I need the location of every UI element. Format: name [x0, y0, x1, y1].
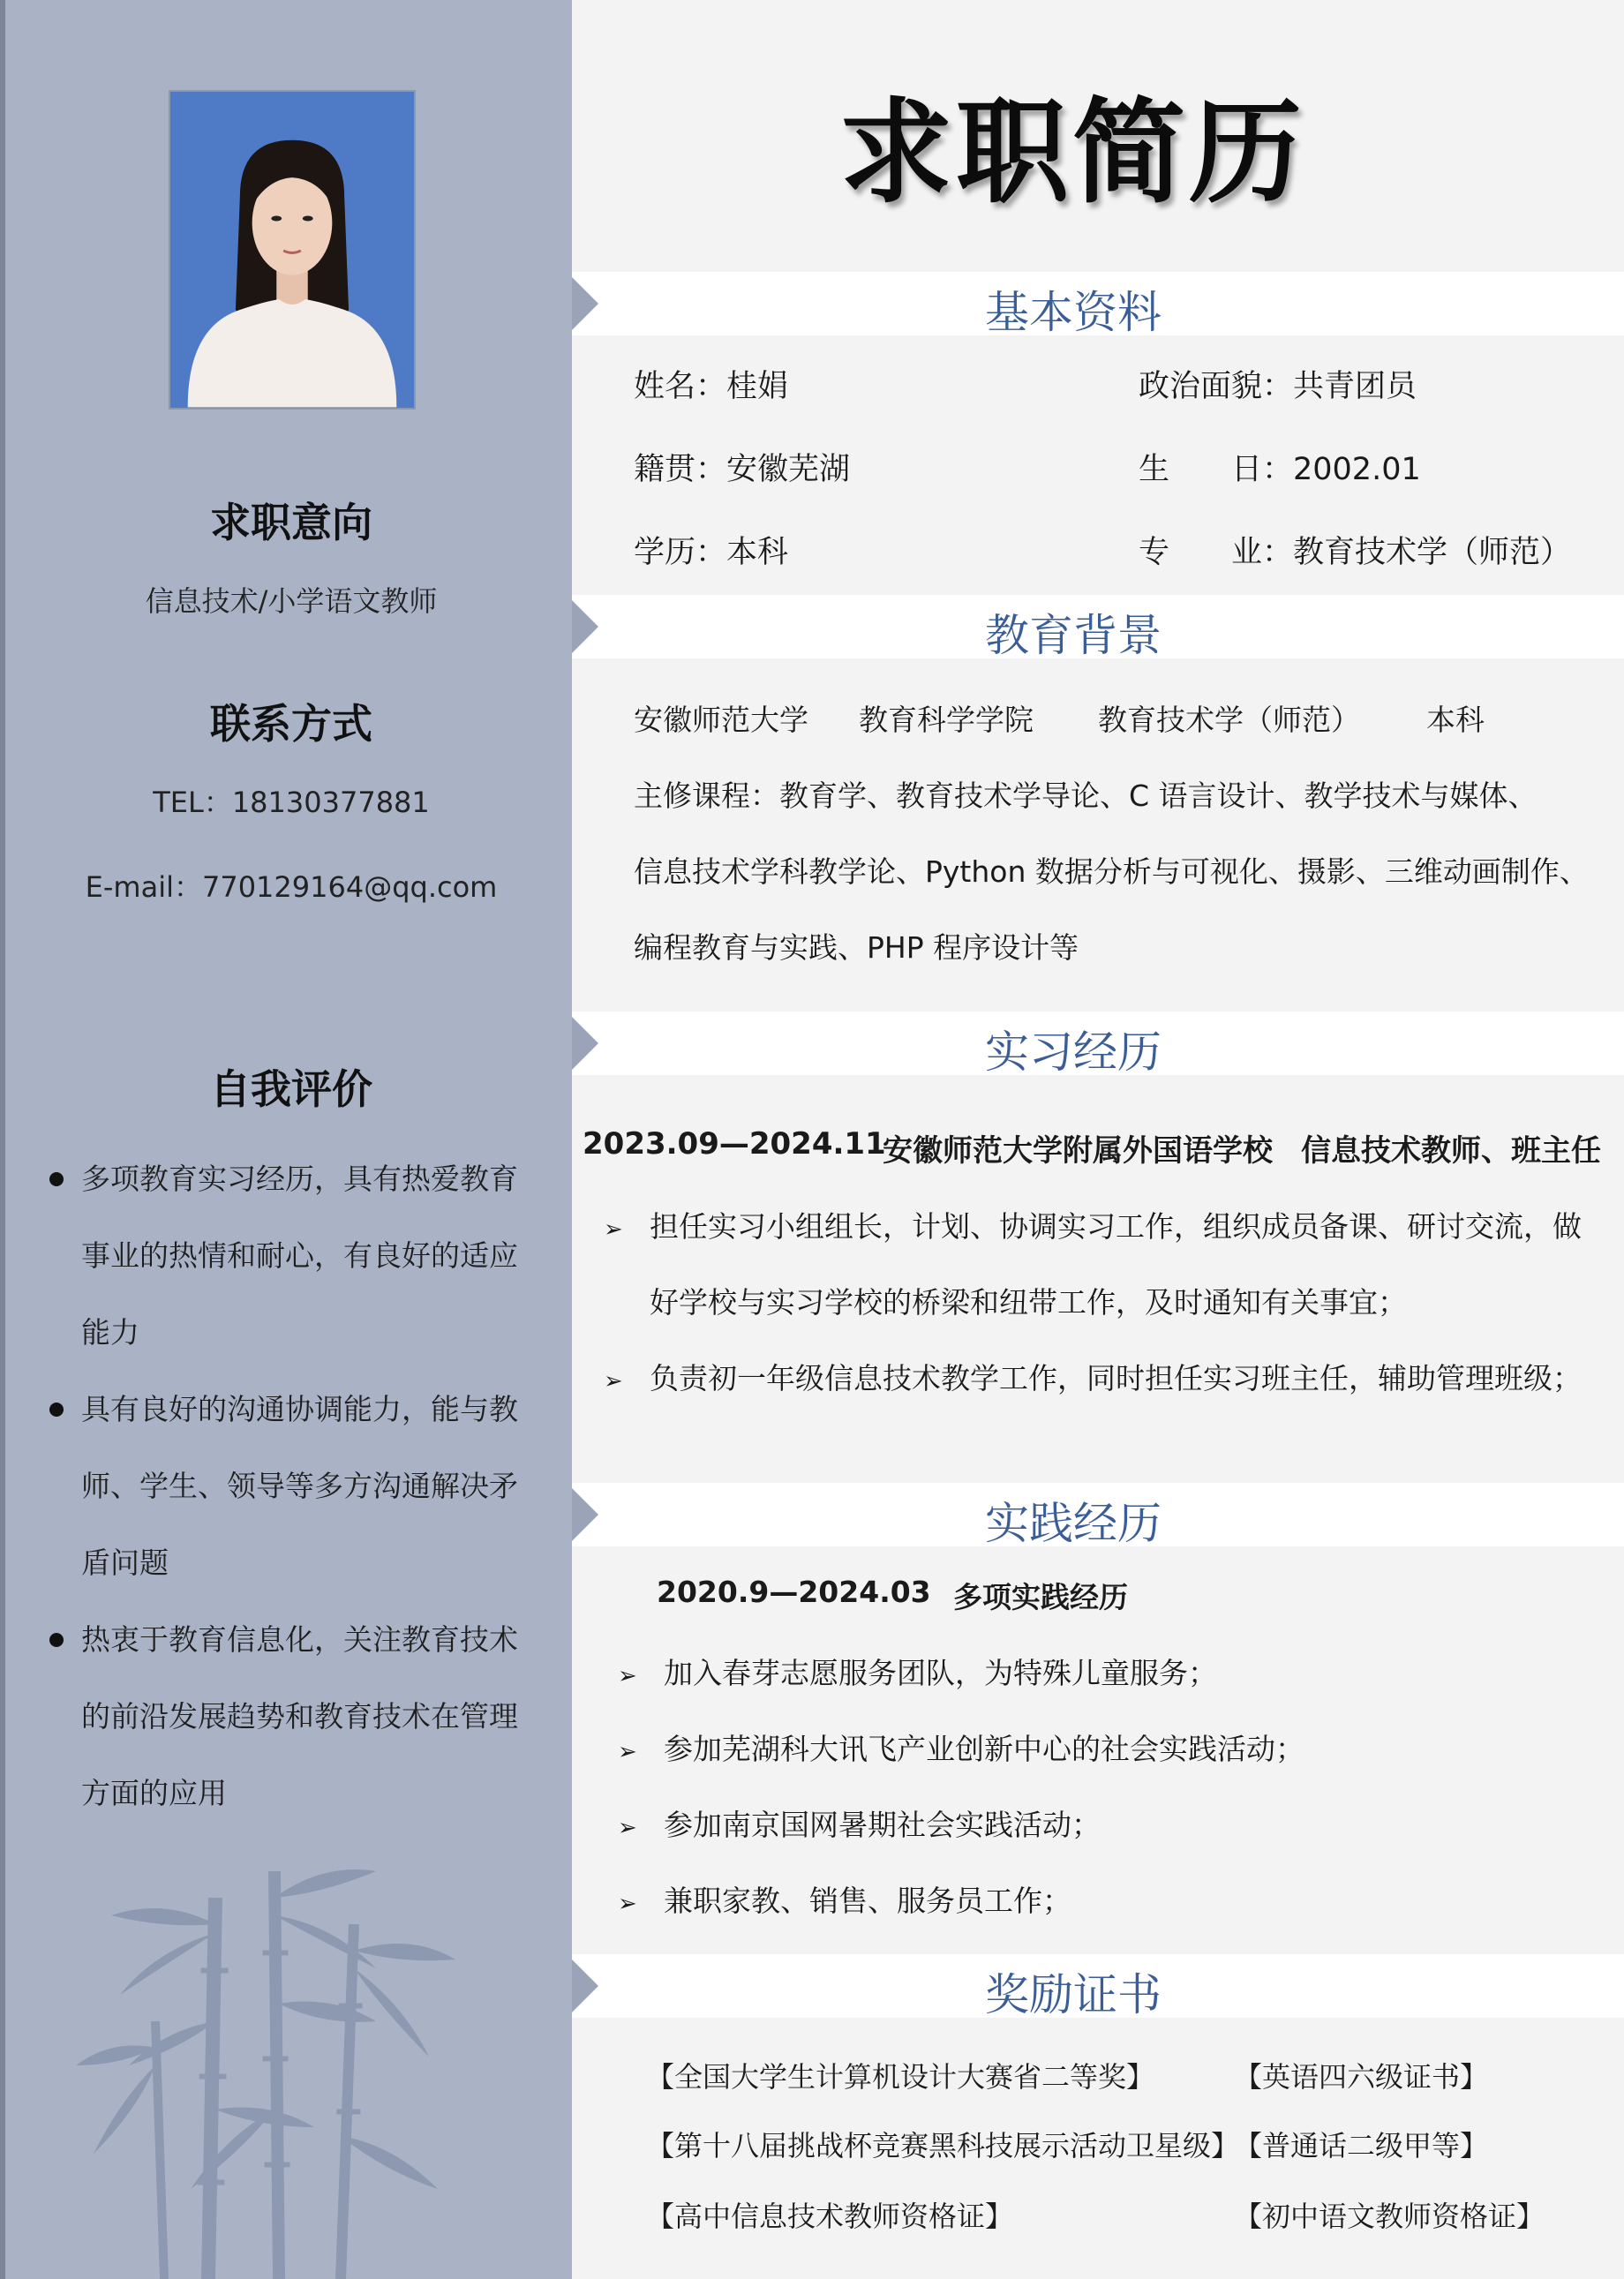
intern-item-continued: 好学校与实习学校的桥梁和纽带工作，及时通知有关事宜； [650, 1285, 1407, 1320]
section-title: 基本资料 [985, 287, 1162, 338]
bullet-arrow-icon: ➢ [618, 1891, 637, 1917]
practice-title: 多项实践经历 [953, 1580, 1128, 1614]
main-content [572, 0, 1624, 2279]
practice-item [618, 1726, 1304, 1768]
intern-period: 2023.09—2024.11 [583, 1126, 886, 1162]
self-eval-list [44, 1140, 547, 1831]
edu-level: 本科 [1426, 703, 1485, 737]
sidebar [0, 0, 572, 2279]
eval-line: 多项教育实习经历，具有热爱教育 [81, 1162, 518, 1196]
practice-item [618, 1651, 1217, 1692]
basic-politics: 政治面貌：共青团员 [1139, 369, 1417, 404]
edu-college: 教育科学学院 [859, 703, 1034, 737]
section-title: 实习经历 [985, 1027, 1162, 1078]
eval-item [44, 1601, 547, 1831]
bullet-arrow-icon: ➢ [604, 1216, 623, 1243]
section-title: 教育背景 [985, 610, 1162, 661]
eval-line: 方面的应用 [81, 1776, 227, 1810]
eval-line: 事业的热情和耐心，有良好的适应 [81, 1238, 518, 1273]
award-item: 【普通话二级甲等】 [1234, 2129, 1489, 2162]
practice-item-text: 加入春芽志愿服务团队，为特殊儿童服务； [664, 1656, 1217, 1690]
edu-courses-line: 信息技术学科教学论、Python 数据分析与可视化、摄影、三维动画制作、 [634, 854, 1589, 889]
intern-item [604, 1356, 1582, 1397]
section-practice [572, 1483, 1624, 1549]
practice-item-text: 参加芜湖科大讯飞产业创新中心的社会实践活动； [664, 1732, 1304, 1766]
award-item: 【初中语文教师资格证】 [1234, 2200, 1545, 2233]
contact-tel: TEL：18130377881 [153, 786, 430, 819]
bullet-arrow-icon: ➢ [618, 1663, 637, 1689]
eval-line: 具有良好的沟通协调能力，能与教 [81, 1392, 518, 1426]
section-internship [572, 1012, 1624, 1078]
profile-photo [169, 90, 416, 410]
page-title: 求职简历 [838, 86, 1305, 219]
section-title: 实践经历 [985, 1498, 1162, 1549]
section-title: 奖励证书 [985, 1969, 1162, 2020]
intern-item-text: 负责初一年级信息技术教学工作，同时担任实习班主任，辅助管理班级； [650, 1361, 1582, 1395]
intern-item [604, 1204, 1582, 1245]
eval-line: 能力 [81, 1315, 139, 1350]
eval-line: 盾问题 [81, 1546, 169, 1580]
bullet-arrow-icon: ➢ [618, 1815, 637, 1841]
bullet-arrow-icon: ➢ [604, 1368, 623, 1395]
intern-role: 信息技术教师、班主任 [1301, 1133, 1601, 1169]
basic-major: 专 业：教育技术学（师范） [1139, 535, 1572, 570]
portrait-illustration [170, 92, 414, 408]
award-item: 【高中信息技术教师资格证】 [646, 2200, 1014, 2233]
intent-value: 信息技术/小学语文教师 [145, 584, 438, 618]
section-awards [572, 1954, 1624, 2018]
eval-line: 的前沿发展趋势和教育技术在管理 [81, 1699, 518, 1734]
practice-period: 2020.9—2024.03 [657, 1575, 931, 1609]
eval-item [44, 1140, 547, 1371]
edu-courses-line: 编程教育与实践、PHP 程序设计等 [634, 930, 1079, 965]
intent-heading: 求职意向 [210, 499, 372, 546]
contact-heading: 联系方式 [210, 700, 372, 748]
bamboo-decoration [58, 1845, 500, 2279]
eval-line: 师、学生、领导等多方沟通解决矛 [81, 1469, 518, 1503]
edu-school: 安徽师范大学 [634, 703, 808, 737]
edu-courses-line: 主修课程：教育学、教育技术学导论、C 语言设计、教学技术与媒体、 [634, 778, 1538, 813]
award-item: 【英语四六级证书】 [1234, 2060, 1489, 2094]
section-education [572, 595, 1624, 661]
self-eval-heading: 自我评价 [210, 1065, 372, 1113]
practice-item [618, 1802, 1101, 1844]
basic-degree: 学历：本科 [634, 535, 789, 570]
award-item: 【第十八届挑战杯竞赛黑科技展示活动卫星级】 [646, 2129, 1240, 2162]
eval-item [44, 1371, 547, 1601]
bullet-arrow-icon: ➢ [618, 1739, 637, 1765]
practice-item [618, 1878, 1071, 1920]
contact-email: E-mail：770129164@qq.com [85, 870, 498, 904]
practice-item-text: 参加南京国网暑期社会实践活动； [664, 1808, 1101, 1842]
practice-item-text: 兼职家教、销售、服务员工作； [664, 1884, 1071, 1918]
basic-birth: 生 日：2002.01 [1139, 452, 1421, 487]
intern-item-text: 担任实习小组组长，计划、协调实习工作，组织成员备课、研讨交流，做 [650, 1209, 1582, 1244]
award-item: 【全国大学生计算机设计大赛省二等奖】 [646, 2060, 1155, 2094]
eval-line: 热衷于教育信息化，关注教育技术 [81, 1622, 518, 1657]
basic-name: 姓名：桂娟 [634, 369, 789, 404]
intern-org: 安徽师范大学附属外国语学校 [883, 1133, 1273, 1169]
basic-hometown: 籍贯：安徽芜湖 [634, 452, 851, 487]
edu-major: 教育技术学（师范） [1098, 703, 1360, 737]
section-basic-info [572, 272, 1624, 338]
